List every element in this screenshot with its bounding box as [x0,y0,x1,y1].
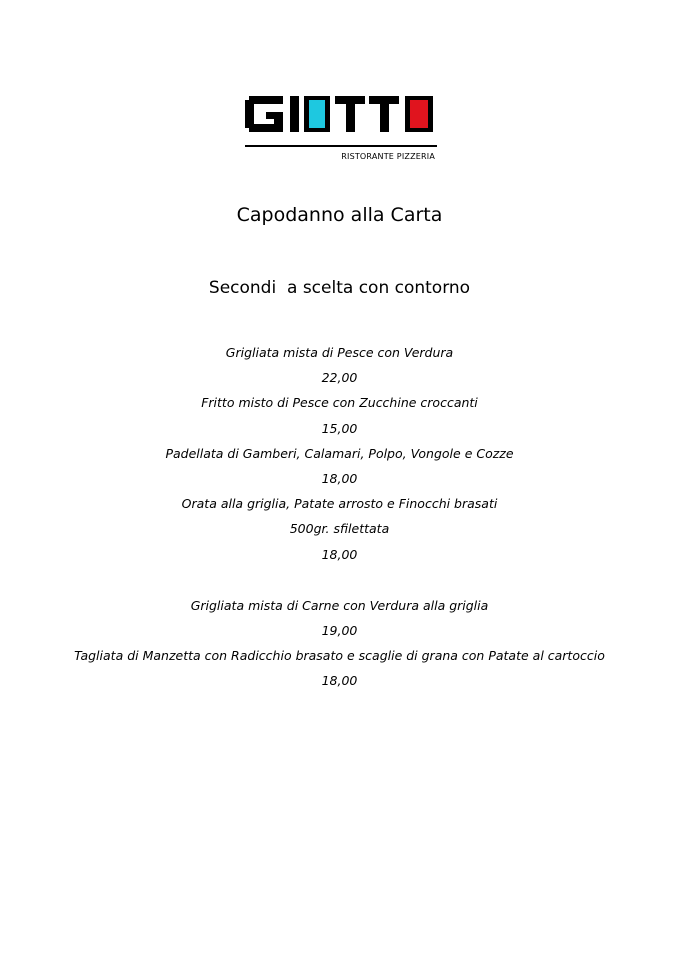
logo-wordmark [245,92,437,136]
menu-item [0,491,679,567]
menu-list [0,340,679,693]
restaurant-logo [245,92,437,164]
dish-price: 19,00 [321,622,358,638]
dish-name: Fritto misto di Pesce con Zucchine croccanti [201,395,478,411]
section-title: Secondi a scelta con contorno [208,278,471,298]
dish-name: Grigliata mista di Pesce con Verdura [225,345,454,360]
dish-name: Tagliata di Manzetta con Radicchio brasato e scaglie di grana con Patate al cartoccio [74,648,605,664]
dish-price: 15,00 [321,420,358,436]
dish-note: 500gr. sfilettata [289,521,390,537]
dish-name: Padellata di Gamberi, Calamari, Polpo, Vongole e Cozze [165,445,514,461]
menu-item [0,340,679,390]
dish-name: Grigliata mista di Carne con Verdura alla griglia [190,597,489,613]
dish-price: 18,00 [321,546,358,562]
dish-price: 18,00 [321,673,358,689]
dish-price: 22,00 [321,370,358,386]
dish-name: Orata alla griglia, Patate arrosto e Finocchi brasati [181,496,498,512]
logo-subtitle: RISTORANTE PIZZERIA [341,152,435,161]
menu-item [0,643,679,693]
menu-item [0,441,679,491]
section-gap [0,567,679,593]
logo-divider [245,145,437,147]
page-title: Capodanno alla Carta [236,204,443,226]
dish-price: 18,00 [321,470,358,486]
menu-item [0,593,679,643]
menu-item [0,390,679,440]
